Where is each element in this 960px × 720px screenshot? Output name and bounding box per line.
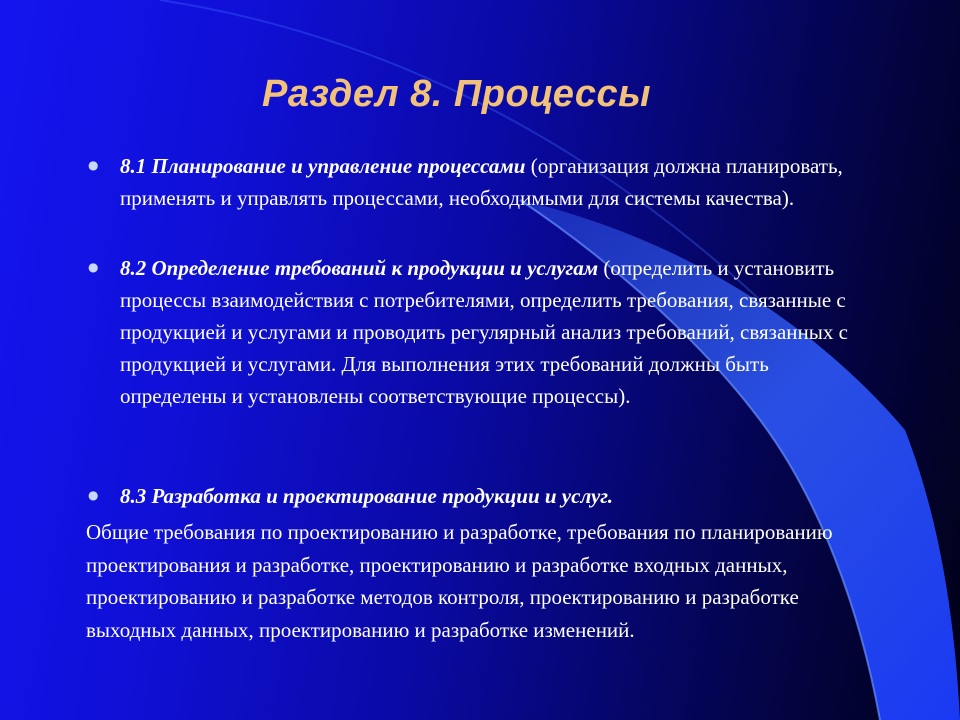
bullet-text [120, 150, 858, 214]
slide-title: Раздел 8. Процессы [262, 73, 652, 115]
bullet-text [120, 480, 858, 512]
bullet-body: (организация должна планировать, применять и управлять процессами, необходимыми для системы качества). [120, 154, 843, 210]
bullet-heading: 8.2 Определение требований к продукции и услугам [120, 256, 599, 280]
bullet-dot-icon: ● [88, 260, 99, 274]
bullet-heading: 8.1 Планирование и управление процессами [120, 154, 526, 178]
bullet-heading: 8.3 Разработка и проектирование продукции и услуг. [120, 484, 613, 508]
bullet-item-8-2 [88, 252, 858, 412]
bullet-dot-icon: ● [88, 158, 99, 172]
general-requirements-paragraph: Общие требования по проектированию и разработке, требования по планированию проектирования и разработке, проектированию и разработке входных данных, проектированию и разработке методов контроля, проектированию и разработке выходных данных, проектированию и разработке изменений. [86, 520, 833, 642]
bullet-dot-icon: ● [88, 488, 99, 502]
bullet-item-8-1 [88, 150, 858, 214]
bullet-text [120, 252, 858, 412]
bullet-item-8-3 [88, 480, 858, 512]
bullet-body: (определить и установить процессы взаимодействия с потребителями, определить требования, связанные с продукцией и услугами и проводить регулярный анализ требований, связанных с продукцией и услугами. Для выполнения этих требований должны быть определены и установлены соответствующие процессы). [120, 256, 848, 408]
